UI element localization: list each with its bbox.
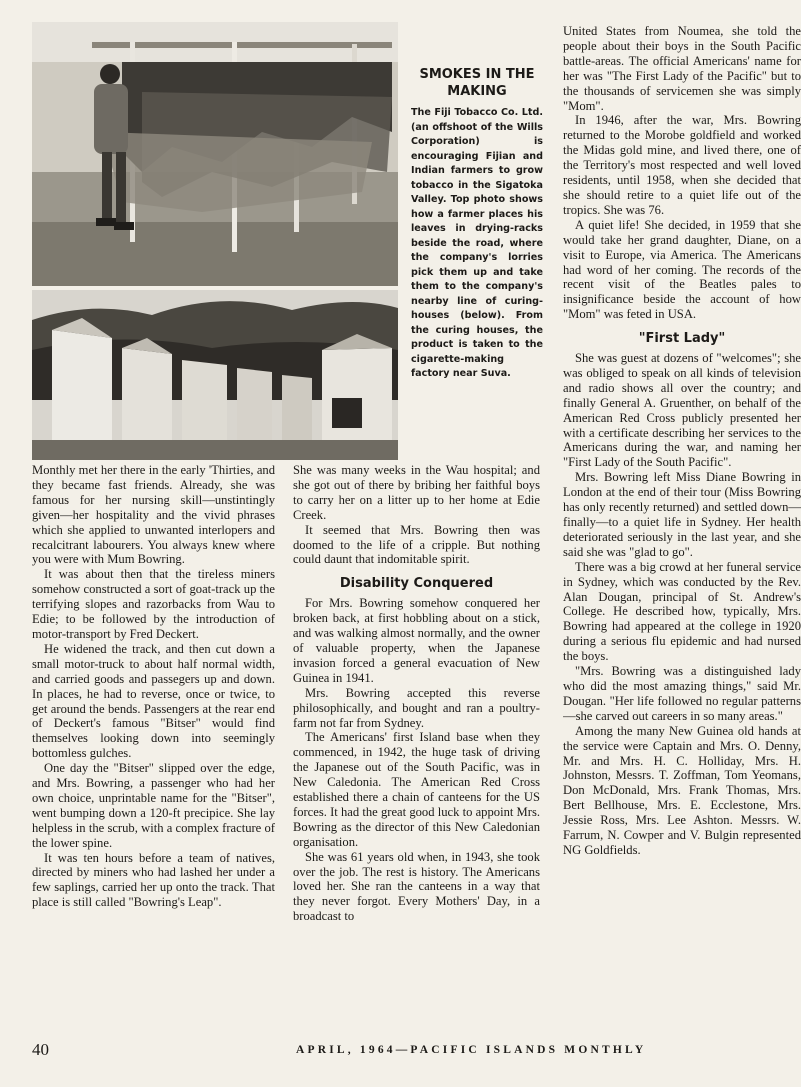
subheading: Disability Conquered (339, 576, 494, 592)
paragraph: Mrs. Bowring accepted this reverse philosophically, and bought and ran a poultry-farm not far from Sydney. (293, 685, 540, 730)
article-column-middle (293, 463, 540, 924)
subheading: "First Lady" (638, 331, 726, 347)
paragraph: She was guest at dozens of "welcomes"; she was obliged to speak on all kinds of television and radio shows all over the country; and finally General A. Gruenther, on behalf of the American Red Cross publicly presented her with a certificate describing her services to the Americans during the war, and naming her "First Lady of the South Pacific". (563, 351, 801, 470)
paragraph: He widened the track, and then cut down a small motor-truck to about half normal width, and carried goods and passegers up and down. In places, he had to reverse, once or twice, to get around the bends. Passengers at the rear end of Deckert's famous "Bitser" would find themselves looking down into seemingly bottomless gulches. (32, 641, 275, 761)
page-footer (0, 1040, 801, 1070)
paragraph: One day the "Bitser" slipped over the edge, and Mrs. Bowring, a passenger who had her own choice, unprintable name for the "Bitser", went bumping down a 120-ft precipice. She lay helpless in the scrub, with a complex fracture of the lower spine. (32, 761, 275, 850)
article-column-right (563, 24, 801, 858)
paragraph: In 1946, after the war, Mrs. Bowring returned to the Morobe goldfield and worked the Midas gold mine, and lived there, one of the Territory's most respected and well loved residents, until 1958, when she decided that she should retire to a quiet life out of the tropics. She was 76. (563, 113, 801, 217)
article-column-left (32, 463, 275, 910)
paragraph: It seemed that Mrs. Bowring then was doomed to the life of a cripple. But nothing could daunt that indomitable spirit. (293, 522, 540, 567)
paragraph: It was ten hours before a team of natives, directed by miners who had lashed her under a few saplings, carried her up onto the track. That place is still called "Bowring's Leap". (32, 850, 275, 910)
footer-publication-line: APRIL, 1964—PACIFIC ISLANDS MONTHLY (296, 1044, 647, 1056)
paragraph: She was many weeks in the Wau hospital; and she got out of there by bribing her faithful boys to carry her on a litter up to her home at Edie Creek. (293, 463, 540, 522)
paragraph: The Americans' first Island base when they commenced, in 1942, the huge task of driving the Japanese out of the South Pacific, was in New Caledonia. The American Red Cross established there a chain of canteens for the US forces. It had the great good luck to appoint Mrs. Bowring as the director of this New Caledonian organisation. (293, 730, 540, 849)
paragraph: She was 61 years old when, in 1943, she took over the job. The rest is history. The Americans loved her. She ran the canteens in a way that they never forgot. Every Mothers' Day, in a broadcast to (293, 849, 540, 924)
paragraph: It was about then that the tireless miners somehow constructed a sort of goat-track up the terrifying slopes and razorbacks from Wau to Edie; to be followed by the introduction of motor-transport by Fred Deckert. (32, 567, 275, 641)
photo-caption (411, 66, 543, 382)
photo-tobacco-drying-racks (32, 22, 398, 286)
paragraph: Monthly met her there in the early 'Thirties, and they became fast friends. Already, she was famous for her nursing skill—unstintingly given—her hospitality and the vivid phrases which she applied to unwanted interlopers and recalcitrant labourers. You always knew where you were with Mum Bowring. (32, 463, 275, 567)
photo-curing-houses (32, 290, 398, 460)
paragraph: United States from Noumea, she told the people about their boys in the South Pacific battle-areas. The official Americans' name for her was "The First Lady of the Pacific" but to the thousands of servicemen she was simply "Mom". (563, 24, 801, 113)
paragraph: A quiet life! She decided, in 1959 that she would take her grand daughter, Diane, on a visit to Europe, via America. The Americans had word of her coming. The records of the recent visit of the Beatles pales to insignificance beside the account of how "Mom" was feted in USA. (563, 217, 801, 322)
page-number: 40 (32, 1040, 49, 1059)
paragraph: For Mrs. Bowring somehow conquered her broken back, at first hobbling about on a stick, and was walking almost normally, and the owner of valuable property, when the Japanese invasion forced a general evacuation of New Guinea in 1941. (293, 596, 540, 685)
paragraph: Mrs. Bowring left Miss Diane Bowring in London at the end of their tour (Miss Bowring has only recently returned) and settled down—finally—to a quiet life in Sydney. Her health deteriorated seriously in the last year, and she said she was "glad to go". (563, 470, 801, 559)
paragraph: Among the many New Guinea old hands at the service were Captain and Mrs. O. Denny, Mr. and Mrs. H. C. Holliday, Mrs. H. Johnston, Messrs. T. Zoffman, Tom Yeomans, Don McDonald, Mrs. Frank Thomas, Mrs. Bert Bellhouse, Mrs. E. Ecclestone, Mrs. Jessie Ross, Mrs. Lee Ashton. Messrs. W. Farrum, N. Cowper and V. Bulgin represented NG Goldfields. (563, 723, 801, 857)
caption-text: The Fiji Tobacco Co. Ltd. (an offshoot of the Wills Corporation) is encouraging Fijian and Indian farmers to grow tobacco in the Sigatoka Valley. Top photo shows how a farmer places his leaves in drying-racks beside the road, where the company's lorries pick them up and take them to the company's nearby line of curing-houses (below). From the curing houses, the product is taken to the cigarette-making factory near Suva. (411, 107, 543, 379)
paragraph: "Mrs. Bowring was a distinguished lady who did the most amazing things," said Mr. Dougan. "Her life followed no regular patterns—she carved out careers in so many areas." (563, 664, 801, 723)
paragraph: There was a big crowd at her funeral service in Sydney, which was conducted by the Rev. Alan Dougan, principal of St. Andrew's College. He described how, typically, Mrs. Bowring had appeared at the college in 1920 during a serious flu epidemic and had nursed the boys. (563, 559, 801, 664)
caption-title: SMOKES IN THE MAKING (419, 67, 535, 99)
